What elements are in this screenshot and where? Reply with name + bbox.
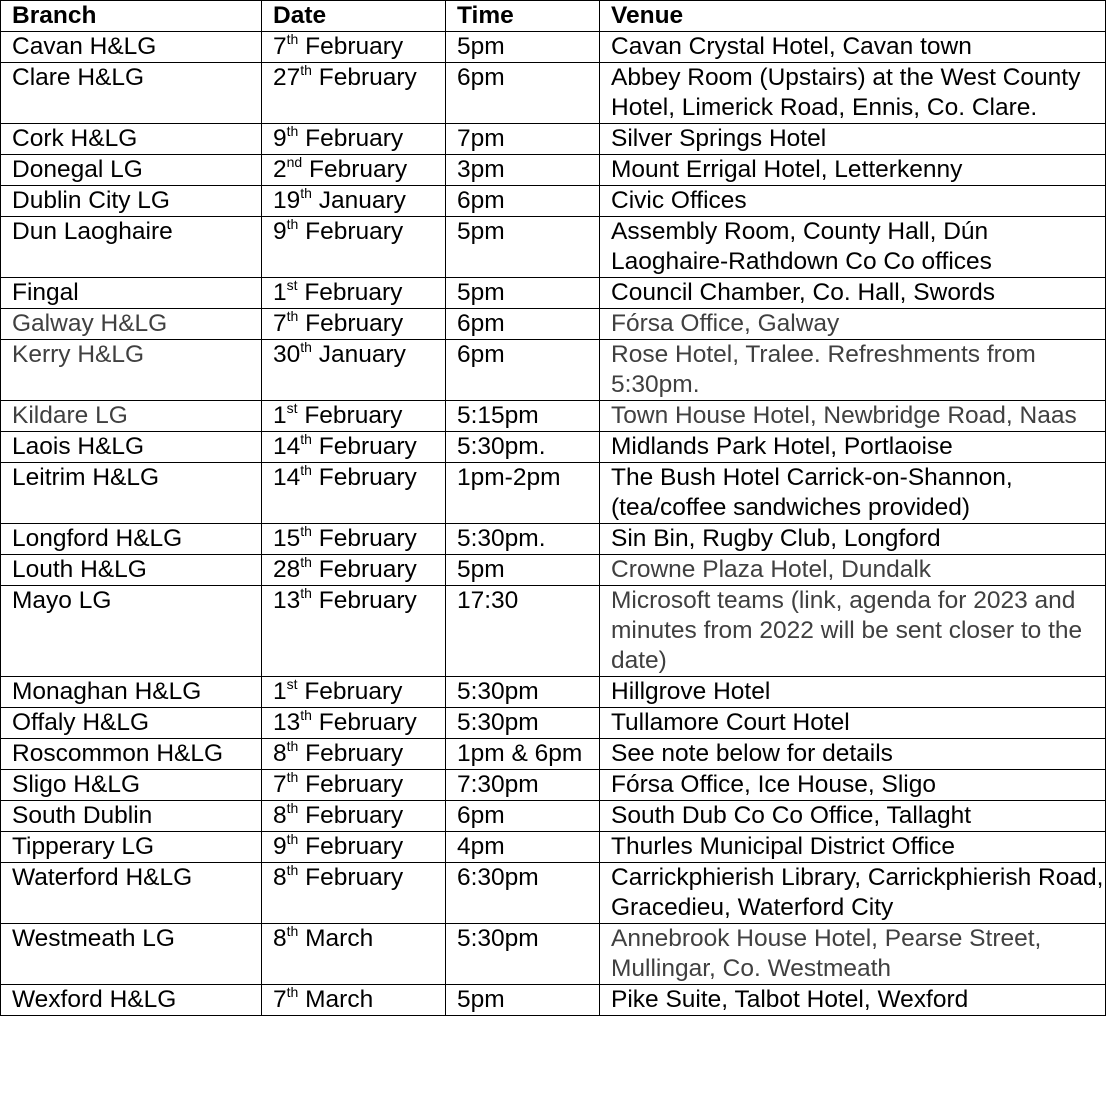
venue-cell: The Bush Hotel Carrick-on-Shannon, (tea/coffee sandwiches provided) [600, 463, 1106, 524]
date-day: 7 [273, 771, 287, 798]
date-day: 2 [273, 156, 287, 183]
branch-cell: Donegal LG [1, 155, 262, 186]
time-cell: 5:30pm. [446, 524, 600, 555]
venue-cell: Hillgrove Hotel [600, 677, 1106, 708]
table-row [1, 217, 1106, 278]
branch-cell: Roscommon H&LG [1, 739, 262, 770]
date-month: February [305, 218, 404, 245]
table-row [1, 401, 1106, 432]
table-header [1, 1, 1106, 32]
time-cell: 5pm [446, 217, 600, 278]
time-cell: 5pm [446, 278, 600, 309]
venue-cell: Council Chamber, Co. Hall, Swords [600, 278, 1106, 309]
date-cell [262, 708, 446, 739]
time-cell: 5:30pm. [446, 432, 600, 463]
date-ordinal-suffix: th [300, 523, 312, 539]
date-day: 7 [273, 33, 287, 60]
table-row [1, 770, 1106, 801]
date-day: 9 [273, 125, 287, 152]
date-month: February [304, 402, 403, 429]
time-cell: 5pm [446, 32, 600, 63]
table-row [1, 63, 1106, 124]
time-cell: 5:30pm [446, 677, 600, 708]
header-row [1, 1, 1106, 32]
header-date: Date [262, 1, 446, 32]
date-month: February [318, 64, 417, 91]
table-row [1, 278, 1106, 309]
date-ordinal-suffix: th [300, 707, 312, 723]
table-row [1, 155, 1106, 186]
venue-cell: Abbey Room (Upstairs) at the West County Hotel, Limerick Road, Ennis, Co. Clare. [600, 63, 1106, 124]
date-day: 8 [273, 802, 287, 829]
date-ordinal-suffix: th [286, 984, 299, 1000]
branch-cell: Laois H&LG [1, 432, 262, 463]
venue-cell: Assembly Room, County Hall, Dún Laoghaire-Rathdown Co Co offices [600, 217, 1106, 278]
date-month: February [318, 709, 417, 736]
date-day: 13 [273, 709, 301, 736]
date-month: February [318, 587, 417, 614]
time-cell: 17:30 [446, 586, 600, 677]
date-day: 9 [273, 218, 287, 245]
table-row [1, 186, 1106, 217]
time-cell: 1pm & 6pm [446, 739, 600, 770]
time-cell: 5:30pm [446, 708, 600, 739]
date-day: 8 [273, 740, 287, 767]
date-cell [262, 217, 446, 278]
date-ordinal-suffix: th [300, 62, 312, 78]
branch-cell: Clare H&LG [1, 63, 262, 124]
branch-cell: Galway H&LG [1, 309, 262, 340]
date-cell [262, 832, 446, 863]
table-row [1, 985, 1106, 1016]
branch-cell: Tipperary LG [1, 832, 262, 863]
table-row [1, 801, 1106, 832]
date-cell [262, 186, 446, 217]
venue-cell: Carrickphierish Library, Carrickphierish Road, Gracedieu, Waterford City [600, 863, 1106, 924]
date-cell [262, 985, 446, 1016]
branch-cell: Wexford H&LG [1, 985, 262, 1016]
date-ordinal-suffix: th [300, 185, 312, 201]
branch-cell: Waterford H&LG [1, 863, 262, 924]
branch-cell: Cork H&LG [1, 124, 262, 155]
date-day: 19 [273, 187, 301, 214]
venue-cell: Crowne Plaza Hotel, Dundalk [600, 555, 1106, 586]
branch-cell: Leitrim H&LG [1, 463, 262, 524]
branch-cell: Dublin City LG [1, 186, 262, 217]
branch-cell: Fingal [1, 278, 262, 309]
date-day: 8 [273, 925, 287, 952]
venue-cell: Microsoft teams (link, agenda for 2023 and minutes from 2022 will be sent closer to the date) [600, 586, 1106, 677]
date-cell [262, 278, 446, 309]
branch-cell: South Dublin [1, 801, 262, 832]
date-day: 8 [273, 864, 287, 891]
date-ordinal-suffix: th [300, 431, 312, 447]
venue-cell: Rose Hotel, Tralee. Refreshments from 5:30pm. [600, 340, 1106, 401]
venue-cell: Sin Bin, Rugby Club, Longford [600, 524, 1106, 555]
table-row [1, 340, 1106, 401]
venue-cell: Mount Errigal Hotel, Letterkenny [600, 155, 1106, 186]
venue-cell: Midlands Park Hotel, Portlaoise [600, 432, 1106, 463]
date-cell [262, 801, 446, 832]
time-cell: 1pm-2pm [446, 463, 600, 524]
date-day: 7 [273, 986, 287, 1013]
date-month: January [318, 341, 406, 368]
date-ordinal-suffix: th [286, 216, 299, 232]
date-ordinal-suffix: nd [286, 154, 303, 170]
venue-cell: Thurles Municipal District Office [600, 832, 1106, 863]
date-month: February [305, 771, 404, 798]
date-month: February [309, 156, 408, 183]
venue-cell: Fórsa Office, Galway [600, 309, 1106, 340]
table-row [1, 863, 1106, 924]
branch-cell: Longford H&LG [1, 524, 262, 555]
time-cell: 6pm [446, 340, 600, 401]
date-ordinal-suffix: th [286, 923, 299, 939]
time-cell: 6pm [446, 801, 600, 832]
header-venue: Venue [600, 1, 1106, 32]
branch-cell: Offaly H&LG [1, 708, 262, 739]
time-cell: 6pm [446, 186, 600, 217]
time-cell: 5:30pm [446, 924, 600, 985]
branch-cell: Mayo LG [1, 586, 262, 677]
date-ordinal-suffix: th [286, 308, 299, 324]
venue-cell: Civic Offices [600, 186, 1106, 217]
date-month: February [318, 433, 417, 460]
header-branch: Branch [1, 1, 262, 32]
date-day: 9 [273, 833, 287, 860]
table-row [1, 924, 1106, 985]
date-ordinal-suffix: th [286, 800, 299, 816]
branch-cell: Dun Laoghaire [1, 217, 262, 278]
date-month: February [305, 740, 404, 767]
table-row [1, 555, 1106, 586]
date-ordinal-suffix: th [286, 831, 299, 847]
date-day: 1 [273, 279, 287, 306]
time-cell: 5pm [446, 985, 600, 1016]
date-month: February [305, 802, 404, 829]
date-cell [262, 586, 446, 677]
date-day: 13 [273, 587, 301, 614]
date-cell [262, 401, 446, 432]
date-day: 1 [273, 402, 287, 429]
table-body [1, 32, 1106, 1016]
date-day: 27 [273, 64, 301, 91]
date-cell [262, 863, 446, 924]
branch-cell: Kildare LG [1, 401, 262, 432]
time-cell: 4pm [446, 832, 600, 863]
date-cell [262, 739, 446, 770]
date-month: February [305, 125, 404, 152]
header-time: Time [446, 1, 600, 32]
table-row [1, 739, 1106, 770]
date-month: February [318, 525, 417, 552]
date-day: 7 [273, 310, 287, 337]
date-cell [262, 63, 446, 124]
branch-cell: Sligo H&LG [1, 770, 262, 801]
date-cell [262, 770, 446, 801]
date-ordinal-suffix: th [286, 738, 299, 754]
date-month: February [305, 310, 404, 337]
time-cell: 6pm [446, 309, 600, 340]
date-ordinal-suffix: th [286, 769, 299, 785]
branch-cell: Cavan H&LG [1, 32, 262, 63]
date-month: February [304, 678, 403, 705]
date-day: 14 [273, 433, 301, 460]
date-month: February [305, 864, 404, 891]
venue-cell: Fórsa Office, Ice House, Sligo [600, 770, 1106, 801]
date-day: 15 [273, 525, 301, 552]
venue-cell: Silver Springs Hotel [600, 124, 1106, 155]
table-row [1, 463, 1106, 524]
date-ordinal-suffix: st [286, 277, 298, 293]
date-ordinal-suffix: st [286, 676, 298, 692]
branch-cell: Louth H&LG [1, 555, 262, 586]
date-ordinal-suffix: th [300, 585, 312, 601]
date-month: February [304, 279, 403, 306]
time-cell: 7pm [446, 124, 600, 155]
branch-cell: Kerry H&LG [1, 340, 262, 401]
date-ordinal-suffix: th [286, 123, 299, 139]
date-cell [262, 340, 446, 401]
venue-cell: Tullamore Court Hotel [600, 708, 1106, 739]
date-month: March [305, 925, 374, 952]
date-day: 14 [273, 464, 301, 491]
date-ordinal-suffix: th [286, 31, 299, 47]
date-ordinal-suffix: th [300, 339, 312, 355]
date-day: 30 [273, 341, 301, 368]
date-cell [262, 432, 446, 463]
date-month: February [318, 556, 417, 583]
venue-cell: Town House Hotel, Newbridge Road, Naas [600, 401, 1106, 432]
branch-cell: Westmeath LG [1, 924, 262, 985]
date-cell [262, 524, 446, 555]
table-row [1, 432, 1106, 463]
date-cell [262, 463, 446, 524]
time-cell: 5pm [446, 555, 600, 586]
time-cell: 7:30pm [446, 770, 600, 801]
date-cell [262, 924, 446, 985]
branch-cell: Monaghan H&LG [1, 677, 262, 708]
table-row [1, 586, 1106, 677]
date-cell [262, 309, 446, 340]
venue-cell: See note below for details [600, 739, 1106, 770]
table-row [1, 32, 1106, 63]
date-month: February [305, 833, 404, 860]
date-cell [262, 677, 446, 708]
table-row [1, 124, 1106, 155]
date-cell [262, 124, 446, 155]
venue-cell: Cavan Crystal Hotel, Cavan town [600, 32, 1106, 63]
venue-cell: Pike Suite, Talbot Hotel, Wexford [600, 985, 1106, 1016]
date-ordinal-suffix: st [286, 400, 298, 416]
date-cell [262, 155, 446, 186]
table-row [1, 677, 1106, 708]
date-ordinal-suffix: th [300, 462, 312, 478]
date-ordinal-suffix: th [286, 862, 299, 878]
date-ordinal-suffix: th [300, 554, 312, 570]
date-cell [262, 555, 446, 586]
table-row [1, 309, 1106, 340]
venue-cell: Annebrook House Hotel, Pearse Street, Mullingar, Co. Westmeath [600, 924, 1106, 985]
date-month: March [305, 986, 374, 1013]
date-month: February [305, 33, 404, 60]
time-cell: 5:15pm [446, 401, 600, 432]
table-row [1, 524, 1106, 555]
date-day: 1 [273, 678, 287, 705]
time-cell: 6pm [446, 63, 600, 124]
time-cell: 6:30pm [446, 863, 600, 924]
time-cell: 3pm [446, 155, 600, 186]
venue-cell: South Dub Co Co Office, Tallaght [600, 801, 1106, 832]
date-cell [262, 32, 446, 63]
date-month: February [318, 464, 417, 491]
table-row [1, 708, 1106, 739]
date-month: January [318, 187, 406, 214]
table-row [1, 832, 1106, 863]
date-day: 28 [273, 556, 301, 583]
